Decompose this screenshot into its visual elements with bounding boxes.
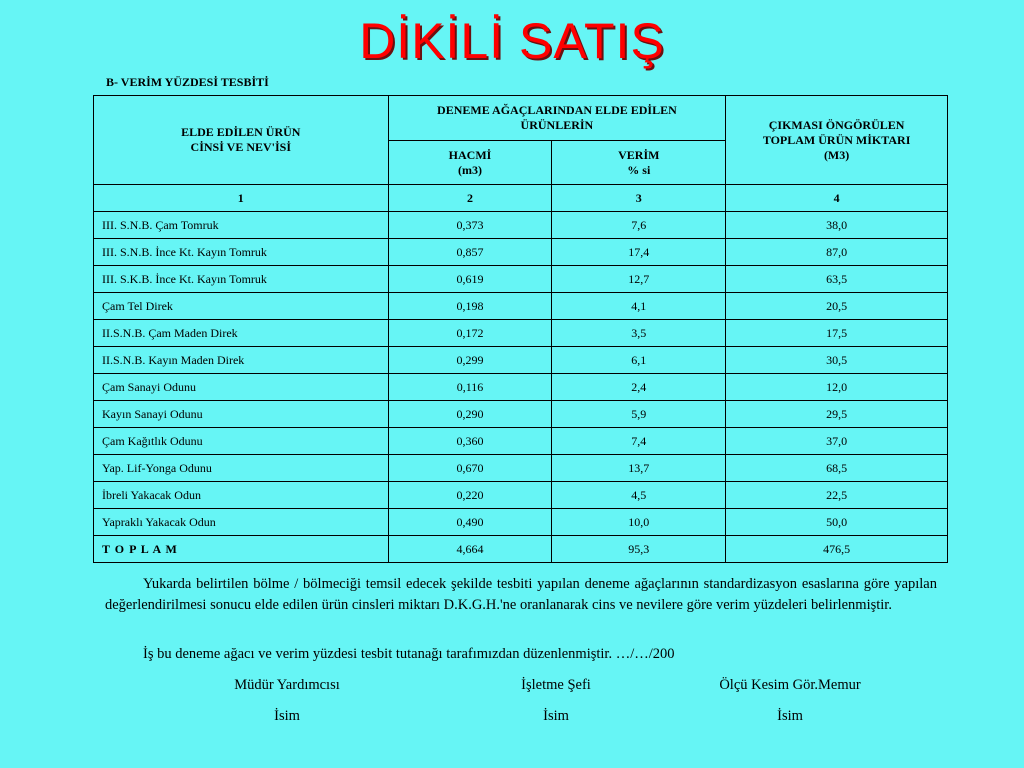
quantity-cell: 17,5 (726, 320, 948, 347)
table-row (94, 293, 948, 320)
yield-cell: 12,7 (552, 266, 726, 293)
column-number: 1 (94, 185, 389, 212)
product-name-cell: III. S.N.B. İnce Kt. Kayın Tomruk (94, 239, 389, 266)
total-volume: 4,664 (388, 536, 552, 563)
table-row (94, 428, 948, 455)
yield-cell: 3,5 (552, 320, 726, 347)
section-title: B- VERİM YÜZDESİ TESBİTİ (106, 75, 269, 89)
volume-cell: 0,172 (388, 320, 552, 347)
product-name-cell: Çam Kağıtlık Odunu (94, 428, 389, 455)
table-row (94, 320, 948, 347)
quantity-cell: 68,5 (726, 455, 948, 482)
yield-cell: 7,4 (552, 428, 726, 455)
yield-cell: 5,9 (552, 401, 726, 428)
quantity-cell: 22,5 (726, 482, 948, 509)
header-volume: HACMİ (m3) (388, 141, 552, 185)
total-row (94, 536, 948, 563)
table-row (94, 347, 948, 374)
table-row (94, 374, 948, 401)
volume-cell: 0,220 (388, 482, 552, 509)
page-title: DİKİLİ SATIŞ (359, 13, 665, 69)
yield-cell: 4,1 (552, 293, 726, 320)
quantity-cell: 30,5 (726, 347, 948, 374)
product-name-cell: Yapraklı Yakacak Odun (94, 509, 389, 536)
header-trial-trees-group: DENEME AĞAÇLARINDAN ELDE EDİLEN ÜRÜNLERİN (388, 96, 726, 141)
table-row (94, 509, 948, 536)
yield-cell: 10,0 (552, 509, 726, 536)
total-yield: 95,3 (552, 536, 726, 563)
volume-cell: 0,290 (388, 401, 552, 428)
table-row (94, 239, 948, 266)
table-row (94, 401, 948, 428)
volume-cell: 0,373 (388, 212, 552, 239)
product-name-cell: İbreli Yakacak Odun (94, 482, 389, 509)
quantity-cell: 37,0 (726, 428, 948, 455)
yield-cell: 2,4 (552, 374, 726, 401)
volume-cell: 0,299 (388, 347, 552, 374)
total-quantity: 476,5 (726, 536, 948, 563)
signature-role-officer: Ölçü Kesim Gör.Memur (719, 677, 861, 693)
product-name-cell: Çam Sanayi Odunu (94, 374, 389, 401)
column-number: 2 (388, 185, 552, 212)
column-number: 4 (726, 185, 948, 212)
volume-cell: 0,198 (388, 293, 552, 320)
product-name-cell: III. S.K.B. İnce Kt. Kayın Tomruk (94, 266, 389, 293)
yield-table (93, 95, 948, 563)
quantity-cell: 29,5 (726, 401, 948, 428)
volume-cell: 0,116 (388, 374, 552, 401)
quantity-cell: 12,0 (726, 374, 948, 401)
total-label: T O P L A M (94, 536, 389, 563)
quantity-cell: 50,0 (726, 509, 948, 536)
header-product-type: ELDE EDİLEN ÜRÜN CİNSİ VE NEV'İSİ (94, 96, 389, 185)
table-row (94, 266, 948, 293)
product-name-cell: II.S.N.B. Çam Maden Direk (94, 320, 389, 347)
quantity-cell: 20,5 (726, 293, 948, 320)
volume-cell: 0,670 (388, 455, 552, 482)
volume-cell: 0,857 (388, 239, 552, 266)
table-row (94, 455, 948, 482)
table-body (94, 212, 948, 536)
yield-cell: 13,7 (552, 455, 726, 482)
volume-cell: 0,490 (388, 509, 552, 536)
quantity-cell: 87,0 (726, 239, 948, 266)
table-header-row (94, 96, 948, 141)
header-yield-percent: VERİM % si (552, 141, 726, 185)
signature-role-deputy: Müdür Yardımcısı (234, 677, 340, 693)
product-name-cell: Çam Tel Direk (94, 293, 389, 320)
signature-role-chief: İşletme Şefi (521, 677, 591, 693)
yield-cell: 4,5 (552, 482, 726, 509)
statement-line: İş bu deneme ağacı ve verim yüzdesi tesbit tutanağı tarafımızdan düzenlenmiştir. …/…/200 (143, 646, 675, 662)
product-name-cell: Kayın Sanayi Odunu (94, 401, 389, 428)
product-name-cell: Yap. Lif-Yonga Odunu (94, 455, 389, 482)
signature-name-deputy: İsim (274, 708, 300, 724)
yield-cell: 7,6 (552, 212, 726, 239)
yield-cell: 6,1 (552, 347, 726, 374)
volume-cell: 0,360 (388, 428, 552, 455)
signature-name-chief: İsim (543, 708, 569, 724)
product-name-cell: II.S.N.B. Kayın Maden Direk (94, 347, 389, 374)
product-name-cell: III. S.N.B. Çam Tomruk (94, 212, 389, 239)
signature-name-officer: İsim (777, 708, 803, 724)
header-total-expected: ÇIKMASI ÖNGÖRÜLEN TOPLAM ÜRÜN MİKTARI (M3) (726, 96, 948, 185)
quantity-cell: 38,0 (726, 212, 948, 239)
table-row (94, 212, 948, 239)
column-number: 3 (552, 185, 726, 212)
column-number-row (94, 185, 948, 212)
quantity-cell: 63,5 (726, 266, 948, 293)
explanation-paragraph: Yukarda belirtilen bölme / bölmeciği temsil edecek şekilde tesbiti yapılan deneme ağaçlarının standardizasyon esaslarına göre yapılan değerlendirilmesi sonucu elde edilen ürün cinsleri miktarı D.K.G.H.'ne oranlanarak cins ve nevilere göre verim yüzdeleri belirlenmiştir. (105, 576, 937, 613)
yield-cell: 17,4 (552, 239, 726, 266)
table-row (94, 482, 948, 509)
volume-cell: 0,619 (388, 266, 552, 293)
